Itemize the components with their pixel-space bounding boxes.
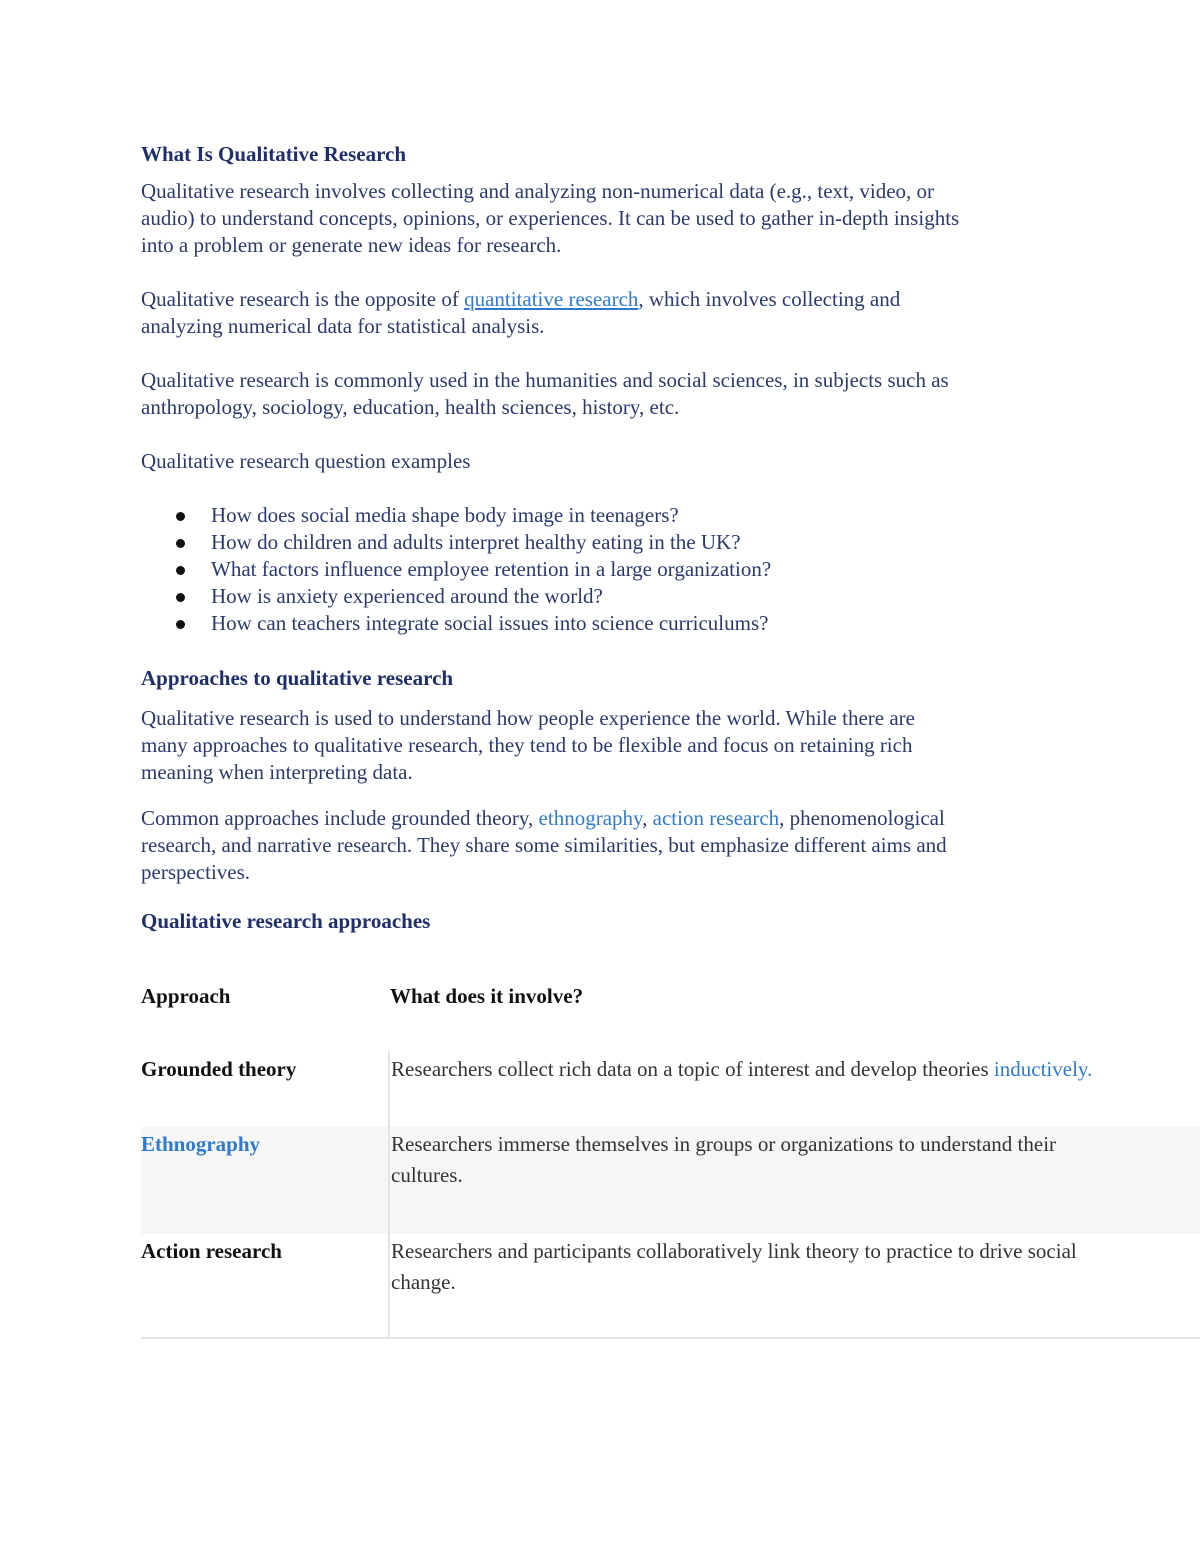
table-row <box>141 1051 1200 1127</box>
table-row <box>141 1127 1200 1234</box>
paragraph <box>141 286 1200 340</box>
text-line: many approaches to qualitative research, they tend to be flexible and focus on retaining rich <box>141 733 913 757</box>
list-item: How does social media shape body image in teenagers? <box>141 502 1200 529</box>
table-header-row <box>141 979 1200 1051</box>
table-header-cell: Approach <box>141 984 231 1008</box>
paragraph <box>141 805 1200 886</box>
text-line: change. <box>391 1270 456 1294</box>
examples-list <box>141 502 1200 637</box>
paragraph <box>141 178 1200 259</box>
text-line: Qualitative research is used to understand how people experience the world. While there are <box>141 706 915 730</box>
section-title: Approaches to qualitative research <box>141 666 454 690</box>
approach-cell: Grounded theory <box>141 1057 297 1081</box>
approaches-table <box>141 979 1200 1339</box>
section-title: Qualitative research approaches <box>141 909 431 933</box>
text-line: Qualitative research is commonly used in the humanities and social sciences, in subjects such as <box>141 368 949 392</box>
inductively-link[interactable]: inductively. <box>993 1057 1093 1081</box>
text-line: analyzing numerical data for statistical analysis. <box>141 314 545 338</box>
approach-cell <box>141 1127 389 1234</box>
section-title: What Is Qualitative Research <box>141 142 407 166</box>
text-run: , phenomenological <box>779 806 945 830</box>
examples-heading: Qualitative research question examples <box>141 449 471 473</box>
text-line: audio) to understand concepts, opinions, or experiences. It can be used to gather in-depth insights <box>141 206 960 230</box>
approach-cell: Action research <box>141 1239 282 1263</box>
text-line: Researchers and participants collaboratively link theory to practice to drive social <box>391 1239 1077 1263</box>
ethnography-table-link[interactable]: Ethnography <box>141 1132 261 1156</box>
table-row <box>141 1234 1200 1338</box>
text-line: meaning when interpreting data. <box>141 760 413 784</box>
text-line: into a problem or generate new ideas for research. <box>141 233 562 257</box>
description-cell <box>389 1234 1200 1338</box>
paragraph <box>141 705 1200 786</box>
list-item: How can teachers integrate social issues into science curriculums? <box>141 610 1200 637</box>
text-line: cultures. <box>391 1163 463 1187</box>
ethnography-link[interactable]: ethnography <box>538 806 643 830</box>
text-line: Researchers immerse themselves in groups or organizations to understand their <box>391 1132 1057 1156</box>
text-line: perspectives. <box>141 860 251 884</box>
text-line: Qualitative research involves collecting and analyzing non-numerical data (e.g., text, video, or <box>141 179 935 203</box>
text-run: , which involves collecting and <box>638 287 901 311</box>
table-header-cell: What does it involve? <box>390 984 584 1008</box>
description-cell <box>389 1051 1200 1127</box>
text-run: , <box>642 806 653 830</box>
document-page <box>141 140 1200 1339</box>
quantitative-research-link[interactable]: quantitative research <box>464 287 639 311</box>
list-item: What factors influence employee retention in a large organization? <box>141 556 1200 583</box>
text-line: anthropology, sociology, education, health sciences, history, etc. <box>141 395 680 419</box>
text-line: research, and narrative research. They share some similarities, but emphasize different aims and <box>141 833 947 857</box>
action-research-link[interactable]: action research <box>652 806 780 830</box>
text-run: Researchers collect rich data on a topic of interest and develop theories <box>391 1057 994 1081</box>
list-item: How is anxiety experienced around the world? <box>141 583 1200 610</box>
description-cell <box>389 1127 1200 1234</box>
paragraph <box>141 367 1200 421</box>
text-run: Qualitative research is the opposite of <box>141 287 465 311</box>
list-item: How do children and adults interpret healthy eating in the UK? <box>141 529 1200 556</box>
text-run: Common approaches include grounded theory, <box>141 806 539 830</box>
